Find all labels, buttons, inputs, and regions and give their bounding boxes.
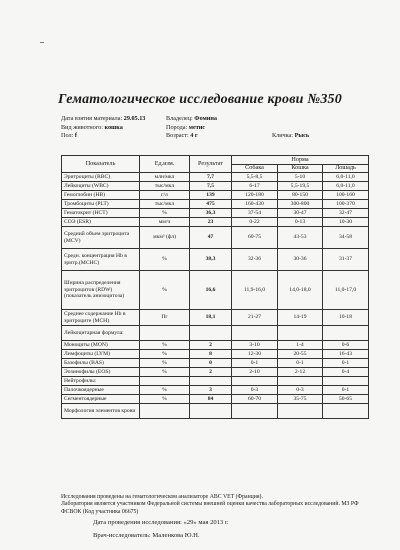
- indicator-cell: Эритроциты (RBC): [62, 173, 140, 182]
- indicator-cell: Сегментоядерные: [62, 395, 140, 404]
- unit-cell: %: [140, 271, 190, 310]
- age-label: Возраст:: [166, 132, 189, 139]
- empty-cell: [323, 404, 369, 419]
- species-value: кошка: [104, 123, 123, 131]
- norm-cat-cell: 35-75: [278, 395, 323, 404]
- page-title: Гематологическое исследование крови №350: [58, 92, 342, 107]
- doctor-signature-line: Врач-исследователь: Маленкова Ю.Н.: [93, 532, 200, 539]
- indicator-cell: Гемоглобин (HB): [62, 191, 140, 200]
- unit-cell: %: [140, 350, 190, 359]
- header-dog: Собака: [232, 164, 278, 173]
- neutro-section-row: [62, 377, 369, 386]
- norm-dog-cell: 37-54: [232, 209, 278, 218]
- empty-cell: [323, 377, 369, 386]
- indicator-cell: Базофилы (BAS): [62, 359, 140, 368]
- age-value: 4 г: [190, 132, 198, 139]
- result-cell: 36,3: [190, 209, 232, 218]
- norm-horse-cell: 50-65: [323, 395, 369, 404]
- date-value: 29.05.13: [123, 115, 146, 122]
- sex-label: Пол:: [61, 132, 74, 139]
- norm-cat-cell: 0-13: [278, 218, 323, 227]
- morph-section-row: [62, 404, 369, 419]
- result-cell: 2: [190, 368, 232, 377]
- empty-cell: [140, 404, 190, 419]
- norm-horse-cell: 10-18: [323, 310, 369, 326]
- norm-dog-cell: 11,9-16,0: [232, 271, 278, 310]
- norm-dog-cell: 5,5-8,5: [232, 173, 278, 182]
- table-row: [62, 182, 369, 191]
- indicator-cell: Ширина распределения эритроцитов (RDW) (показатель анизоцитоза): [62, 271, 140, 310]
- norm-cat-cell: 5-10: [278, 173, 323, 182]
- norm-horse-cell: 100-370: [323, 200, 369, 209]
- norm-horse-cell: 6,0-11,0: [323, 173, 369, 182]
- norm-horse-cell: 31-37: [323, 249, 369, 271]
- table-row: [62, 200, 369, 209]
- meta-age: [166, 132, 217, 141]
- morph-title: Морфология элементов крови: [62, 404, 140, 419]
- indicator-cell: Лимфоциты (LYM): [62, 350, 140, 359]
- leuko-section-row: [62, 326, 369, 341]
- result-cell: 47: [190, 227, 232, 249]
- unit-cell: мм/ч: [140, 218, 190, 227]
- norm-cat-cell: 0-1: [278, 359, 323, 368]
- header-cat: Кошка: [278, 164, 323, 173]
- breed-value: метис: [188, 123, 206, 131]
- indicator-cell: Эозинофилы (EOS): [62, 368, 140, 377]
- owner-label: Владелец:: [166, 115, 193, 122]
- indicator-cell: Тромбоциты (PLT): [62, 200, 140, 209]
- norm-cat-cell: 5,5-19,5: [278, 182, 323, 191]
- date-label: Дата взятия материала:: [61, 115, 123, 122]
- norm-cat-cell: 80-150: [278, 191, 323, 200]
- indicator-cell: Средн. концентрация Hb в эритр.(MCHC): [62, 249, 140, 271]
- meta-left: [61, 115, 145, 141]
- indicator-cell: Среднее содержание Hb в эритроците (MCH): [62, 310, 140, 326]
- analyzer-note: [61, 494, 371, 516]
- name-label: Кличка:: [272, 132, 294, 139]
- table-row: [62, 359, 369, 368]
- norm-horse-cell: 0-6: [323, 341, 369, 350]
- norm-horse-cell: 11,0-17,0: [323, 271, 369, 310]
- norm-cat-cell: 30-36: [278, 249, 323, 271]
- unit-cell: %: [140, 249, 190, 271]
- unit-cell: %: [140, 368, 190, 377]
- norm-cat-cell: 2-12: [278, 368, 323, 377]
- leuko-title: Лейкоцитарная формула:: [62, 326, 140, 341]
- species-label: Вид животного:: [61, 123, 103, 131]
- indicator-cell: Палочкоядерные: [62, 386, 140, 395]
- empty-cell: [232, 377, 278, 386]
- result-cell: 3: [190, 386, 232, 395]
- norm-horse-cell: 0-4: [323, 368, 369, 377]
- norm-horse-cell: 6,0-11,0: [323, 182, 369, 191]
- neutro-title: Нейтрофилы:: [62, 377, 140, 386]
- neutro-rows: [62, 386, 369, 404]
- norm-horse-cell: 10-30: [323, 218, 369, 227]
- result-cell: 7,7: [190, 173, 232, 182]
- norm-dog-cell: 21-27: [232, 310, 278, 326]
- empty-cell: [140, 326, 190, 341]
- study-date: Дата проведения исследования: «29» мая 2013 г.: [93, 519, 229, 526]
- table-row: [62, 368, 369, 377]
- meta-owner: [166, 115, 217, 124]
- leuko-rows: [62, 341, 369, 377]
- header-horse: Лошадь: [323, 164, 369, 173]
- note-line-2: Лаборатория является участником Федеральной системы внешней оценки качества лабораторных исследований. МЗ РФ ФСВОК (Код участника 06675): [61, 501, 359, 515]
- unit-cell: %: [140, 386, 190, 395]
- result-cell: 0: [190, 359, 232, 368]
- unit-cell: Пг: [140, 310, 190, 326]
- meta-sex: [61, 132, 145, 141]
- table-row: [62, 271, 369, 310]
- meta-breed: [166, 124, 217, 133]
- norm-dog-cell: 32-36: [232, 249, 278, 271]
- table-header-row: [62, 156, 369, 165]
- main-rows: [62, 173, 369, 326]
- norm-cat-cell: 14-19: [278, 310, 323, 326]
- result-cell: 16,6: [190, 271, 232, 310]
- norm-cat-cell: 14,0-18,0: [278, 271, 323, 310]
- table-row: [62, 209, 369, 218]
- norm-horse-cell: 32-47: [323, 209, 369, 218]
- indicator-cell: Гематокрит (HCT): [62, 209, 140, 218]
- empty-cell: [278, 404, 323, 419]
- result-cell: 38,3: [190, 249, 232, 271]
- empty-cell: [232, 404, 278, 419]
- table-row: [62, 191, 369, 200]
- table-row: [62, 386, 369, 395]
- meta-middle: [166, 115, 217, 141]
- table-row: [62, 350, 369, 359]
- meta-species: [61, 124, 145, 133]
- norm-dog-cell: 0-1: [232, 359, 278, 368]
- norm-dog-cell: 3-10: [232, 341, 278, 350]
- result-cell: 2: [190, 341, 232, 350]
- scan-mark: [40, 42, 44, 43]
- empty-cell: [278, 377, 323, 386]
- norm-cat-cell: 0-3: [278, 386, 323, 395]
- table-row: [62, 310, 369, 326]
- name-value: Рысь: [294, 132, 310, 139]
- unit-cell: г/л: [140, 191, 190, 200]
- norm-horse-cell: 16-43: [323, 350, 369, 359]
- result-cell: 475: [190, 200, 232, 209]
- result-cell: 7,5: [190, 182, 232, 191]
- empty-cell: [323, 326, 369, 341]
- indicator-cell: Моноциты (MON): [62, 341, 140, 350]
- empty-cell: [232, 326, 278, 341]
- header-norm: Норма: [232, 156, 369, 165]
- empty-cell: [140, 377, 190, 386]
- unit-cell: мкм³ (фл): [140, 227, 190, 249]
- empty-cell: [190, 404, 232, 419]
- norm-horse-cell: 34-58: [323, 227, 369, 249]
- results-table: [61, 155, 369, 419]
- norm-dog-cell: 0-3: [232, 386, 278, 395]
- meta-date: [61, 115, 145, 124]
- header-unit: Ед.изм.: [140, 156, 190, 173]
- norm-dog-cell: 12-30: [232, 350, 278, 359]
- meta-name: [272, 132, 309, 141]
- meta-right: [272, 132, 309, 141]
- result-cell: 84: [190, 395, 232, 404]
- empty-cell: [190, 326, 232, 341]
- indicator-cell: Средний объем эритроцита (MCV): [62, 227, 140, 249]
- norm-dog-cell: 120-180: [232, 191, 278, 200]
- indicator-cell: Лейкоциты (WBC): [62, 182, 140, 191]
- norm-cat-cell: 43-53: [278, 227, 323, 249]
- norm-horse-cell: 0-1: [323, 386, 369, 395]
- norm-horse-cell: 0-1: [323, 359, 369, 368]
- table-row: [62, 173, 369, 182]
- unit-cell: тыс/мкл: [140, 182, 190, 191]
- norm-dog-cell: 60-75: [232, 227, 278, 249]
- unit-cell: %: [140, 341, 190, 350]
- unit-cell: тыс/мкл: [140, 200, 190, 209]
- unit-cell: %: [140, 209, 190, 218]
- result-cell: 18,1: [190, 310, 232, 326]
- table-row: [62, 249, 369, 271]
- header-result: Результат: [190, 156, 232, 173]
- indicator-cell: СОЭ (ESR): [62, 218, 140, 227]
- header-indicator: Показатель: [62, 156, 140, 173]
- table-row: [62, 218, 369, 227]
- breed-label: Порода:: [166, 123, 188, 131]
- norm-dog-cell: 0-22: [232, 218, 278, 227]
- owner-value: Фомина: [194, 115, 218, 122]
- result-cell: 8: [190, 350, 232, 359]
- norm-horse-cell: 100-160: [323, 191, 369, 200]
- norm-cat-cell: 1-4: [278, 341, 323, 350]
- norm-cat-cell: 300-800: [278, 200, 323, 209]
- norm-cat-cell: 20-55: [278, 350, 323, 359]
- unit-cell: %: [140, 395, 190, 404]
- norm-dog-cell: 60-70: [232, 395, 278, 404]
- empty-cell: [190, 377, 232, 386]
- note-line-1: Исследования проведены на гематологическом анализаторе ABC VET (Франция).: [61, 494, 263, 500]
- table-row: [62, 341, 369, 350]
- unit-cell: %: [140, 359, 190, 368]
- norm-dog-cell: 6-17: [232, 182, 278, 191]
- norm-dog-cell: 2-10: [232, 368, 278, 377]
- norm-dog-cell: 160-430: [232, 200, 278, 209]
- norm-cat-cell: 30-47: [278, 209, 323, 218]
- table-row: [62, 227, 369, 249]
- table-row: [62, 395, 369, 404]
- sex-value: f: [74, 132, 77, 139]
- empty-cell: [278, 326, 323, 341]
- result-cell: 23: [190, 218, 232, 227]
- result-cell: 139: [190, 191, 232, 200]
- unit-cell: млн/мкл: [140, 173, 190, 182]
